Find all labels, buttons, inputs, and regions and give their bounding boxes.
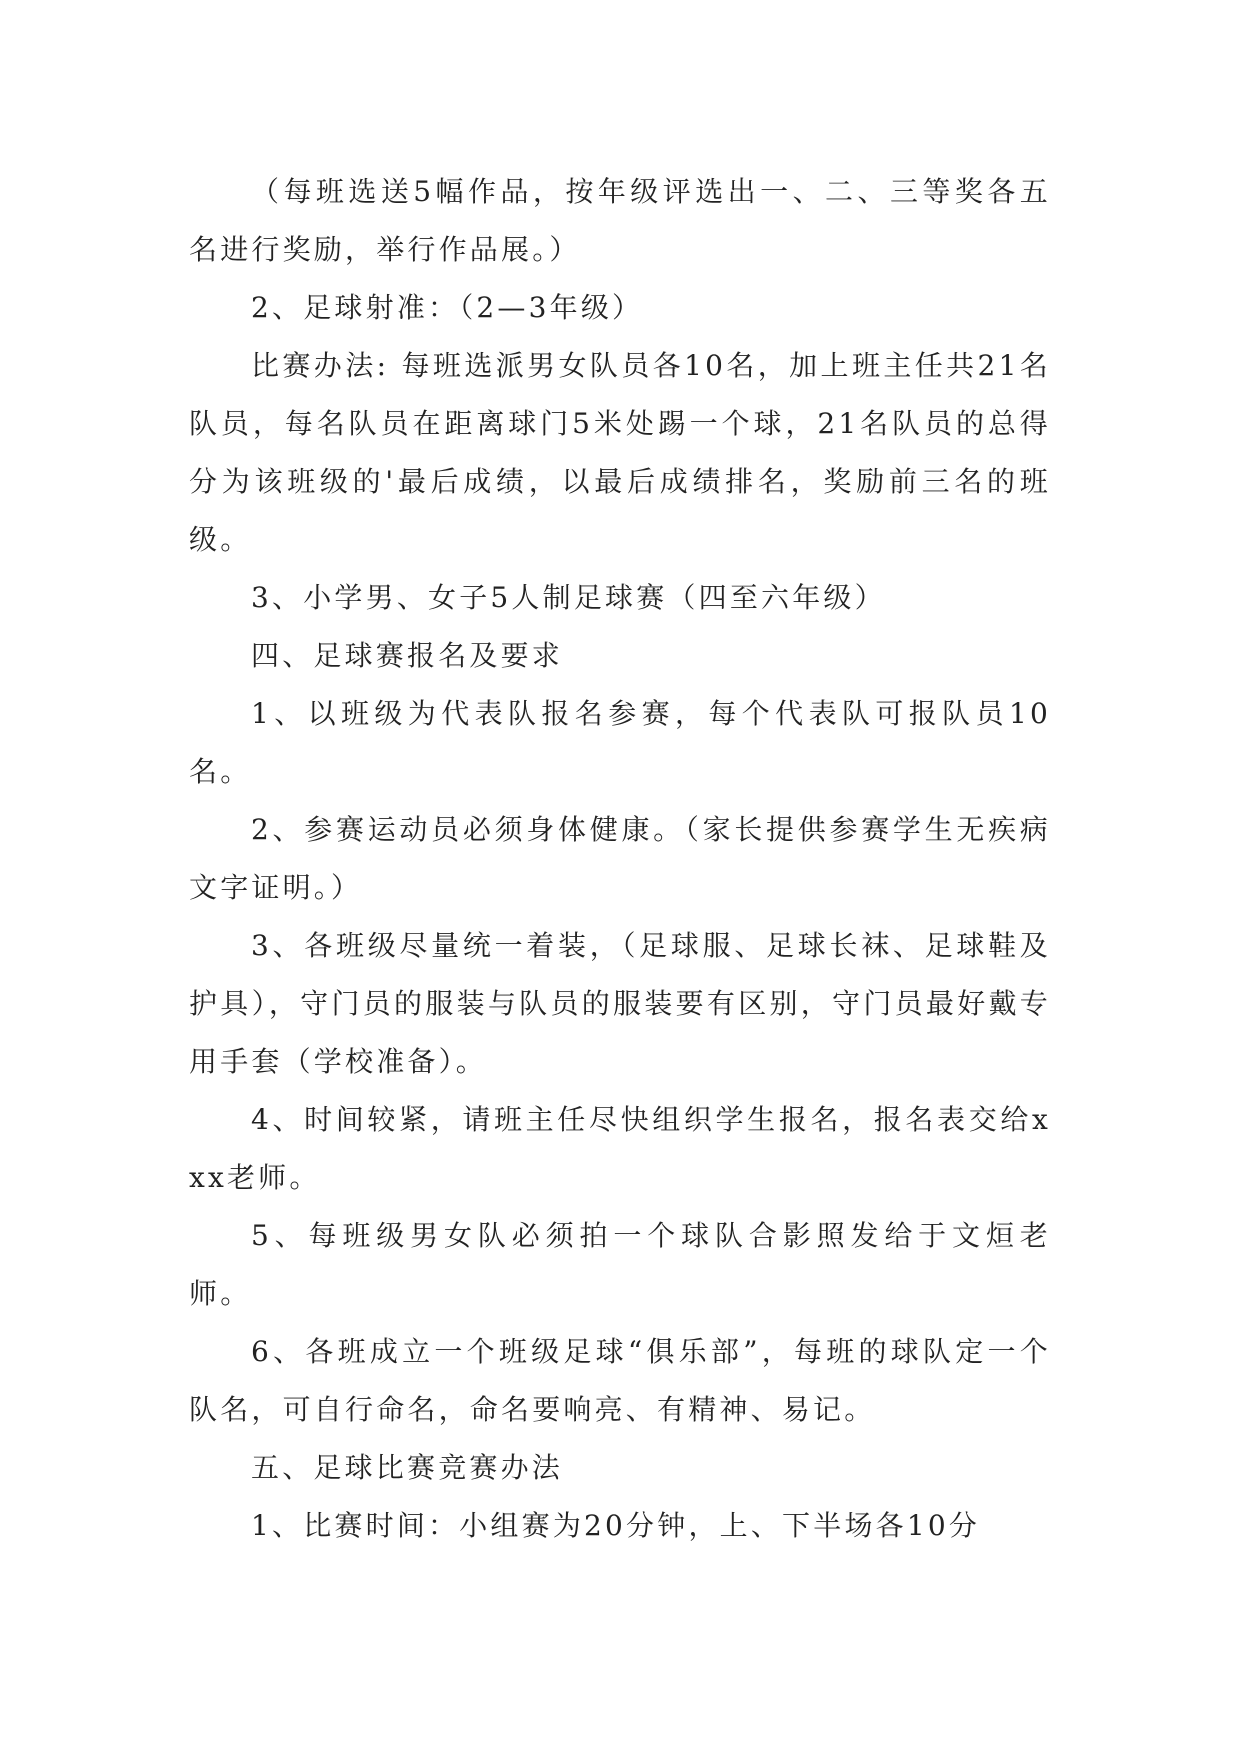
- paragraph-artwork-award: （每班选送5幅作品，按年级评选出一、二、三等奖各五名进行奖励，举行作品展。）: [189, 175, 1051, 266]
- paragraph-competition-1: 1、比赛时间：小组赛为20分钟，上、下半场各10分: [251, 1509, 981, 1542]
- paragraph-registration-4: 4、时间较紧，请班主任尽快组织学生报名，报名表交给xxx老师。: [189, 1103, 1051, 1194]
- section-heading-competition: 五、足球比赛竞赛办法: [251, 1451, 564, 1484]
- paragraph-shooting-rules: 比赛办法: 每班选派男女队员各10名，加上班主任共21名队员，每名队员在距离球门5米处踢一个球，21名队员的总得分为该班级的'最后成绩，以最后成绩排名，奖励前三名的班级。: [189, 349, 1051, 556]
- paragraph-registration-3: 3、各班级尽量统一着装，（足球服、足球长袜、足球鞋及护具），守门员的服装与队员的服装要有区别，守门员最好戴专用手套（学校准备）。: [189, 929, 1051, 1078]
- paragraph-shooting-heading: 2、足球射准：（2—3年级）: [251, 291, 644, 324]
- paragraph-registration-6: 6、各班成立一个班级足球“俱乐部”，每班的球队定一个队名，可自行命名，命名要响亮、有精神、易记。: [189, 1335, 1051, 1426]
- document-body: [189, 163, 1051, 1555]
- paragraph-registration-1: 1、以班级为代表队报名参赛，每个代表队可报队员10名。: [189, 697, 1051, 788]
- paragraph-five-a-side: 3、小学男、女子5人制足球赛（四至六年级）: [251, 581, 886, 614]
- paragraph-registration-2: 2、参赛运动员必须身体健康。（家长提供参赛学生无疾病文字证明。）: [189, 813, 1051, 904]
- section-heading-registration: 四、足球赛报名及要求: [251, 639, 564, 672]
- paragraph-registration-5: 5、每班级男女队必须拍一个球队合影照发给于文烜老师。: [189, 1219, 1051, 1310]
